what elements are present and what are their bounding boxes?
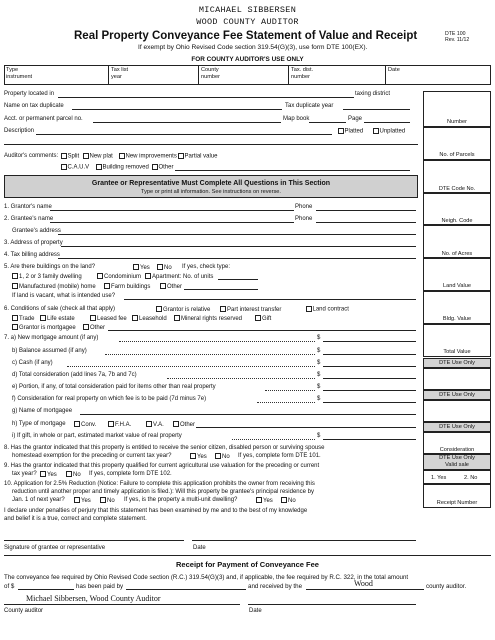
signature-date-label: Date xyxy=(193,545,206,551)
platted-option[interactable]: Platted xyxy=(336,128,363,136)
tax-list-year-label: Tax list year xyxy=(111,67,129,80)
q7b-label: b) Balance assumed (if any) xyxy=(12,348,87,354)
q5-mobile[interactable]: Manufactured (mobile) home xyxy=(12,283,96,291)
auditor-office: WOOD COUNTY AUDITOR xyxy=(196,17,299,27)
q7h-other[interactable]: Other xyxy=(173,421,195,429)
grantee-address-field[interactable] xyxy=(58,234,416,235)
sidebar-bldg-value: Bldg. Value xyxy=(442,316,472,322)
q10-label: 10. Application for 2.5% Reduction (Notice: Failure to complete this application prohibits the owner from receiving this xyxy=(4,481,315,487)
platted-checkbox[interactable] xyxy=(338,128,344,134)
q7e-label: e) Portion, if any, of total consideration paid for items other than real property xyxy=(12,384,216,390)
declaration-line1: I declare under penalties of perjury that this statement has been examined by me and to the best of my knowledge xyxy=(4,508,308,514)
q1-label: 1. Grantor's name xyxy=(4,204,52,210)
county-number-label: County number xyxy=(201,67,220,80)
q5-no-checkbox xyxy=(157,264,163,270)
sidebar-consideration: Consideration xyxy=(439,447,475,453)
q6-other-field[interactable] xyxy=(108,330,416,331)
description-label: Description xyxy=(4,128,35,134)
taxing-district-label: taxing district xyxy=(355,91,391,97)
q8-if-yes: If yes, complete form DTE 101. xyxy=(238,453,321,459)
q7a-field[interactable] xyxy=(323,341,416,342)
q7h-other-field[interactable] xyxy=(196,427,416,428)
property-located-in-field[interactable] xyxy=(58,97,354,98)
dte-use-only-2-label: DTE Use Only xyxy=(439,392,475,398)
grantee-address-label: Grantee's address xyxy=(12,228,61,234)
form-id: DTE 100 xyxy=(445,31,466,37)
q10-line3: Jan. 1 of next year? xyxy=(12,497,65,503)
unplatted-checkbox[interactable] xyxy=(373,128,379,134)
date-label-top: Date xyxy=(388,67,400,73)
signature-label: Signature of grantee or representative xyxy=(4,545,106,551)
q10-yes[interactable]: Yes xyxy=(74,497,91,505)
sidebar-acres: No. of Acres xyxy=(441,251,473,257)
q5-label: 5. Are there buildings on the land? xyxy=(4,264,96,270)
q7c-label: c) Cash (if any) xyxy=(12,360,53,366)
q10-multi-no[interactable]: No xyxy=(281,497,296,505)
q6-land-contract[interactable]: Land contract xyxy=(304,306,349,314)
q7i-dollar: $ xyxy=(317,433,321,439)
tax-billing-address-field[interactable] xyxy=(58,258,416,259)
name-on-dup-field[interactable] xyxy=(72,109,282,110)
q7b-field[interactable] xyxy=(323,354,416,355)
county-auditor-label: County auditor xyxy=(4,608,44,614)
q6-grantor-relative[interactable]: Grantor is relative xyxy=(156,306,210,314)
comment-split[interactable]: Split xyxy=(59,153,79,161)
grantee-date-field[interactable] xyxy=(192,540,416,541)
sidebar-neigh: Neigh. Code xyxy=(441,218,473,224)
q5-family[interactable]: 1, 2 or 3 family dwelling xyxy=(12,273,82,281)
q3-label: 3. Address of property xyxy=(4,240,63,246)
q7f-label: f) Consideration for real property on which fee is to be paid (7d minus 7e) xyxy=(12,396,207,402)
tax-dup-year-label: Tax duplicate year xyxy=(285,103,334,109)
grantor-phone-field[interactable] xyxy=(316,210,416,211)
q6-mortgagee[interactable]: Grantor is mortgagee xyxy=(12,324,76,332)
tax-dist-label: Tax. dist. number xyxy=(291,67,314,80)
comment-other-field[interactable] xyxy=(175,170,410,171)
q4-label: 4. Tax billing address xyxy=(4,252,60,258)
q6-mineral[interactable]: Mineral rights reserved xyxy=(174,315,242,323)
q2-label: 2. Grantee's name xyxy=(4,216,54,222)
q9-no[interactable]: No xyxy=(66,471,81,479)
q7d-field[interactable] xyxy=(323,378,416,379)
receipt-paid-by: has been paid by xyxy=(76,583,124,590)
sidebar-number: Number xyxy=(447,119,467,125)
comment-cauv[interactable]: C.A.U.V xyxy=(59,164,89,172)
receipt-paid-by-field[interactable] xyxy=(126,589,246,590)
grantee-name-field[interactable] xyxy=(50,222,294,223)
q9-line2: tax year? xyxy=(12,471,37,477)
sidebar-total-value: Total Value xyxy=(443,349,471,355)
sidebar-parcels: No. of Parcels xyxy=(439,152,475,158)
valid-sale-yes: 1. Yes xyxy=(431,475,447,481)
q10-multi-yes[interactable]: Yes xyxy=(256,497,273,505)
q8-label: 8. Has the grantor indicated that this property is entitled to receive the senior citizen, disabled person or surviving spouse xyxy=(4,445,325,451)
q7d-dollar: $ xyxy=(317,372,321,378)
page-label: Page xyxy=(348,116,363,122)
valid-sale-label: Valid sale xyxy=(445,462,469,468)
type-instrument-label: Type instrument xyxy=(6,67,33,80)
description-field[interactable] xyxy=(36,134,332,135)
sidebar-receipt-number: Receipt Number xyxy=(436,500,478,506)
sidebar-dte-code: DTE Code No. xyxy=(438,186,476,192)
q10-multi-unit: If yes, is the property a multi-unit dwelling? xyxy=(124,497,238,503)
q7c-field[interactable] xyxy=(323,366,416,367)
phone1-label: Phone xyxy=(295,204,313,210)
q5-if-yes: If yes, check type: xyxy=(182,264,231,270)
comment-new-plat[interactable]: New plat xyxy=(81,153,113,161)
unplatted-option[interactable]: Unplatted xyxy=(371,128,405,136)
q7i-label: i) If gift, in whole or part, estimated market value of real property xyxy=(12,433,182,439)
q5-vacant-label: If land is vacant, what is intended use? xyxy=(12,293,116,299)
acct-label: Acct. or permanent parcel no. xyxy=(4,116,83,122)
q7b-dollar: $ xyxy=(317,348,321,354)
comment-partial-value[interactable]: Partial value xyxy=(176,153,218,161)
q8-no[interactable]: No xyxy=(215,453,230,461)
section-heading: Grantee or Representative Must Complete All Questions in This Section xyxy=(91,180,331,187)
receipt-auditor-signature: Michael Sibbersen, Wood County Auditor xyxy=(26,594,161,603)
q5-apartment[interactable]: Apartment: No. of units xyxy=(145,273,213,281)
valid-sale-dte-use: DTE Use Only xyxy=(439,455,475,461)
q7e-field[interactable] xyxy=(323,390,416,391)
form-subtitle: If exempt by Ohio Revised Code section 319.54(G)(3), use form DTE 100(EX). xyxy=(138,44,368,51)
receipt-county-auditor-suffix: county auditor. xyxy=(426,583,467,590)
q7h-va[interactable]: V.A. xyxy=(146,421,164,429)
grantor-name-field[interactable] xyxy=(50,210,294,211)
property-address-field[interactable] xyxy=(61,246,416,247)
comment-building-removed[interactable]: Building removed xyxy=(94,164,149,172)
q7e-dollar: $ xyxy=(317,384,321,390)
sidebar-land-value: Land Value xyxy=(443,283,471,289)
valid-sale-no: 2. No xyxy=(464,475,478,481)
q7c-dollar: $ xyxy=(317,360,321,366)
q7f-field[interactable] xyxy=(323,402,416,403)
q6-gift[interactable]: Gift xyxy=(255,315,271,323)
comment-new-improvements[interactable]: New improvements xyxy=(117,153,177,161)
dte-use-only-2-cell xyxy=(423,400,491,422)
q10-line2: reduction until another proper and timely application is filed.): Will this property be grantee's principal residence by xyxy=(12,489,314,495)
section-subheading: Type or print all information. See instructions on reverse. xyxy=(141,189,281,195)
county-use-row xyxy=(4,65,491,85)
q5-no[interactable]: No xyxy=(157,264,172,272)
acct-field[interactable] xyxy=(93,122,281,123)
phone2-label: Phone xyxy=(295,216,313,222)
receipt-county-name: Wood xyxy=(354,579,373,588)
dte-use-only-1-cell xyxy=(423,368,491,390)
q5-condo[interactable]: Condominium xyxy=(97,273,141,281)
q6-leased-fee[interactable]: Leased fee xyxy=(90,315,127,323)
q8-yes[interactable]: Yes xyxy=(190,453,207,461)
receipt-county-field[interactable] xyxy=(306,589,424,590)
map-book-field[interactable] xyxy=(309,122,346,123)
q6-trade[interactable]: Trade xyxy=(12,315,34,323)
q7i-field[interactable] xyxy=(323,439,416,440)
q6-other[interactable]: Other xyxy=(83,324,105,332)
declaration-line2: and belief it is a true, correct and complete statement. xyxy=(4,516,147,522)
q9-label: 9. Has the grantor indicated that this property qualified for current agricultural use valuation for the preceding or current xyxy=(4,463,320,469)
dte-use-only-1-label: DTE Use Only xyxy=(439,360,475,366)
q9-if-yes: If yes, complete form DTE 102. xyxy=(89,471,172,477)
county-use-only: FOR COUNTY AUDITOR'S USE ONLY xyxy=(191,56,304,63)
q7a-dollar: $ xyxy=(317,335,321,341)
q8-line2: homestead exemption for the preceding or current tax year? xyxy=(12,453,172,459)
auditor-name: MICAHAEL SIBBERSEN xyxy=(198,5,297,15)
grantee-phone-field[interactable] xyxy=(316,222,416,223)
grantee-signature-field[interactable] xyxy=(4,540,184,541)
q7h-conv[interactable]: Conv. xyxy=(74,421,96,429)
q5-yes-checkbox xyxy=(133,264,139,270)
q5-vacant-field[interactable] xyxy=(124,299,416,300)
q9-yes[interactable]: Yes xyxy=(40,471,57,479)
page-field[interactable] xyxy=(364,122,410,123)
property-located-in-label: Property located in xyxy=(4,91,55,97)
dte-use-only-3-label: DTE Use Only xyxy=(439,424,475,430)
q5-units-field[interactable] xyxy=(218,279,258,280)
comment-other[interactable]: Other xyxy=(150,164,174,172)
q6-leasehold[interactable]: Leasehold xyxy=(132,315,167,323)
q7h-fha[interactable]: F.H.A. xyxy=(108,421,131,429)
q7g-field[interactable] xyxy=(80,414,416,415)
q6-part-interest[interactable]: Part interest transfer xyxy=(220,306,281,314)
receipt-heading: Receipt for Payment of Conveyance Fee xyxy=(176,560,319,569)
form-title: Real Property Conveyance Fee Statement of Value and Receipt xyxy=(74,30,418,42)
tax-dup-year-field[interactable] xyxy=(343,109,410,110)
q6-label: 6. Conditions of sale (check all that apply) xyxy=(4,306,116,312)
q5-other[interactable]: Other xyxy=(160,283,182,291)
map-book-label: Map book xyxy=(283,116,310,122)
q5-farm[interactable]: Farm buildings xyxy=(104,283,150,291)
receipt-of: of $ xyxy=(4,583,15,590)
name-on-dup-label: Name on tax duplicate xyxy=(4,103,64,109)
receipt-amount-field[interactable] xyxy=(18,589,74,590)
receipt-received-by: and received by the xyxy=(248,583,303,590)
q7g-label: g) Name of mortgagee xyxy=(12,408,73,414)
q7d-label: d) Total consideration (add lines 7a, 7b and 7c) xyxy=(12,372,137,378)
receipt-date-label: Date xyxy=(249,608,262,614)
q5-other-field[interactable] xyxy=(184,289,258,290)
q7f-dollar: $ xyxy=(317,396,321,402)
q7h-label: h) Type of mortgage xyxy=(12,421,66,427)
q10-no[interactable]: No xyxy=(100,497,115,505)
q5-yes[interactable]: Yes xyxy=(133,264,150,272)
receipt-auditor-line[interactable] xyxy=(4,604,240,605)
receipt-text-1: The conveyance fee required by Ohio Revised Code section (R.C.) 319.54(G)(3) and, if applicable, the fee required by R.C. 322, in the total amount xyxy=(4,574,409,581)
receipt-date-field[interactable] xyxy=(248,604,416,605)
auditor-comments-label: Auditor's comments: xyxy=(4,153,59,159)
form-rev: Rev. 11/12 xyxy=(445,37,470,43)
q6-life-estate[interactable]: Life estate xyxy=(40,315,75,323)
q7a-label: 7. a) New mortgage amount (if any) xyxy=(4,335,99,341)
